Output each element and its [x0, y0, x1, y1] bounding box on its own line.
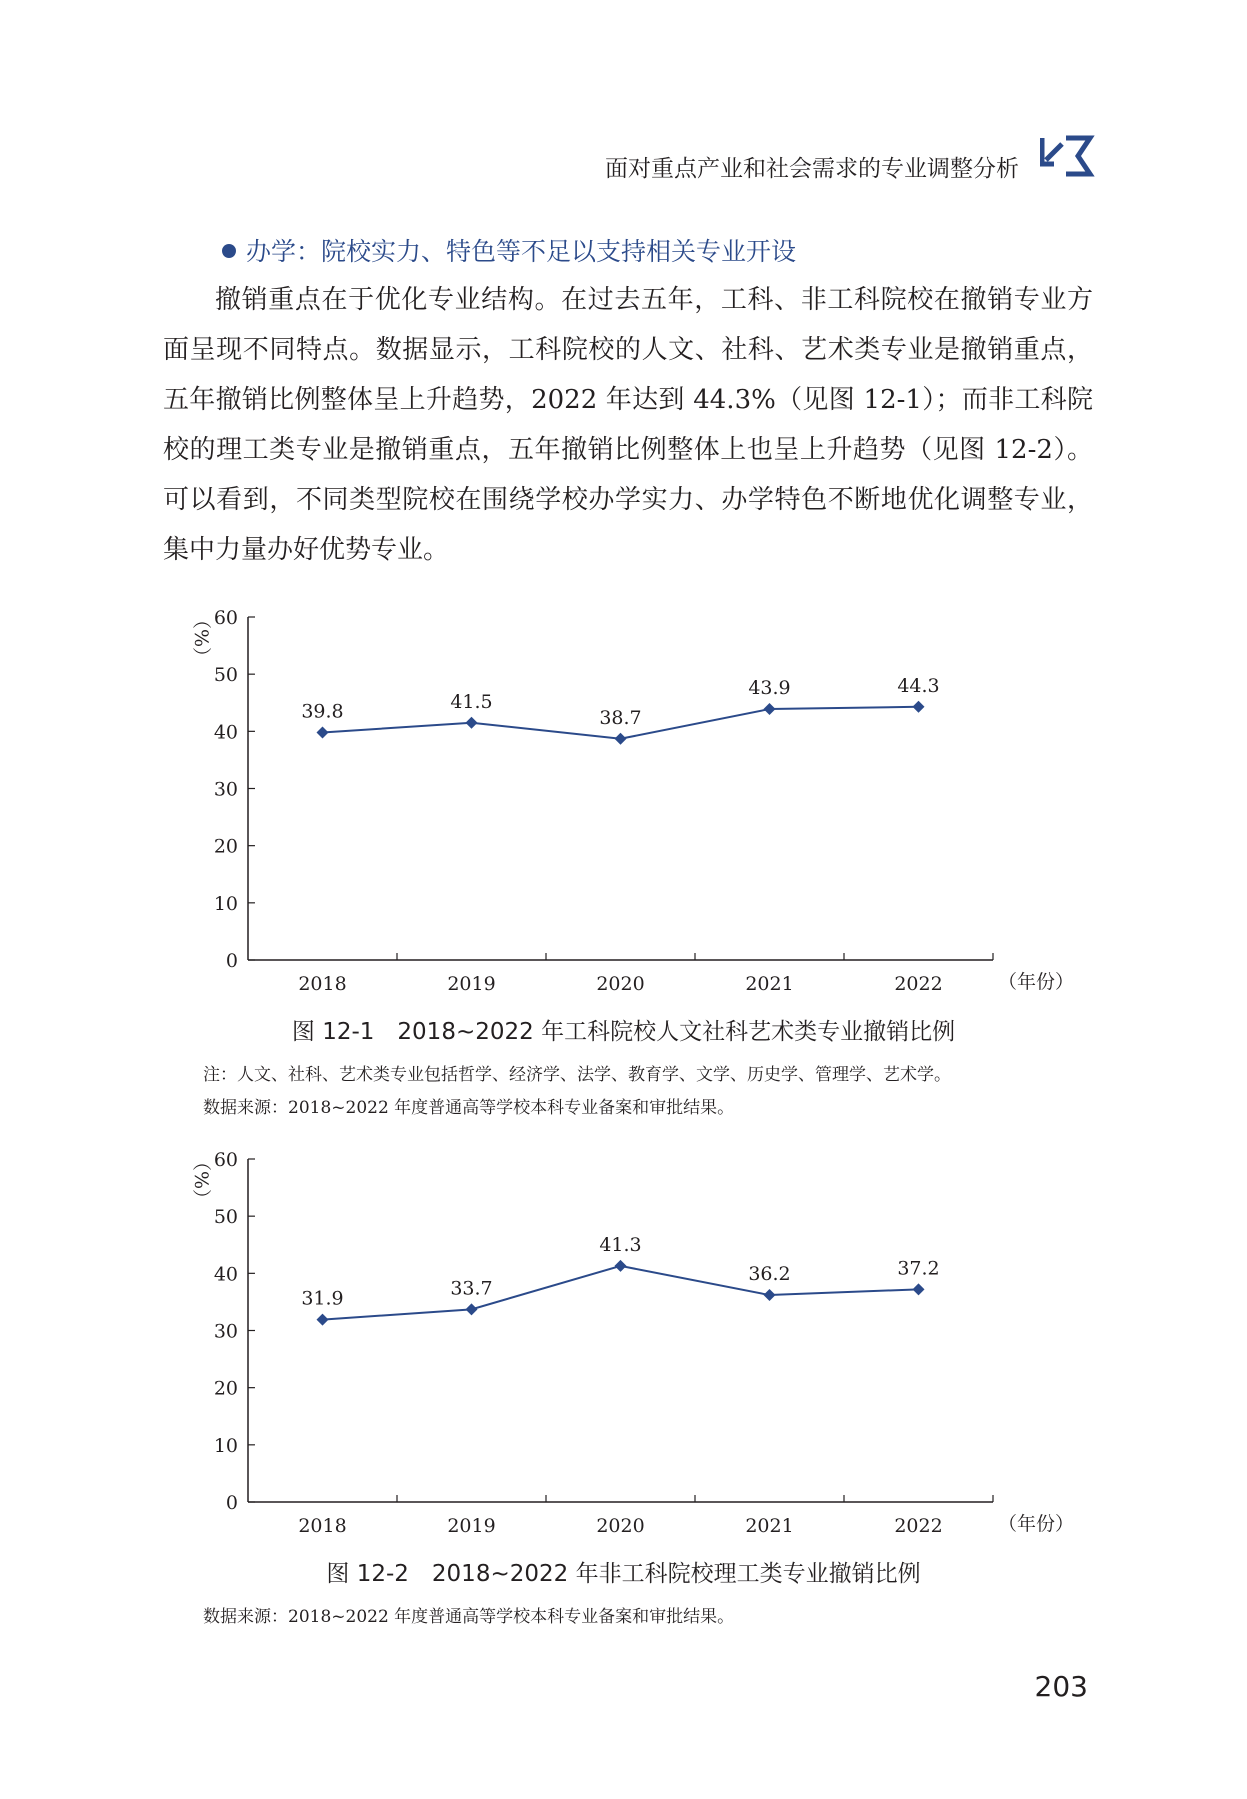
header-title: 面对重点产业和社会需求的专业调整分析	[605, 156, 1019, 182]
section-heading	[222, 232, 796, 268]
y-tick-label: 30	[213, 778, 238, 801]
body-paragraph: 撤销重点在于优化专业结构。在过去五年，工科、非工科院校在撤销专业方面呈现不同特点。数据显示，工科院校的人文、社科、艺术类专业是撤销重点，五年撤销比例整体呈上升趋势，2022 年达到 44.3%（见图 12-1）；而非工科院校的理工类专业是撤销重点，五年撤销比例整体上也呈上升趋势（见图 12-2）。可以看到，不同类型院校在围绕学校办学实力、办学特色不断地优化调整专业，集中力量办好优势专业。	[163, 285, 1093, 565]
data-point	[913, 1283, 925, 1295]
x-tick-label: 2022	[894, 973, 943, 995]
chart-12-2	[0, 1142, 1247, 1542]
data-point	[764, 703, 776, 715]
data-label: 41.3	[599, 1233, 642, 1256]
data-point	[317, 726, 329, 738]
figure-note: 注：人文、社科、艺术类专业包括哲学、经济学、法学、教育学、文学、历史学、管理学、艺术学。	[203, 1065, 951, 1085]
data-point	[913, 701, 925, 713]
data-label: 31.9	[301, 1287, 344, 1310]
data-label: 33.7	[450, 1277, 493, 1300]
x-tick-label: 2018	[298, 1515, 347, 1537]
x-tick-label: 2021	[745, 1515, 794, 1537]
y-tick-label: 20	[213, 1377, 238, 1400]
chapter-logo	[1040, 134, 1096, 178]
x-tick-label: 2021	[745, 973, 794, 995]
section-heading-text: 办学：院校实力、特色等不足以支持相关专业开设	[246, 237, 797, 266]
x-tick-label: 2020	[596, 973, 645, 995]
data-source-note: 数据来源：2018~2022 年度普通高等学校本科专业备案和审批结果。	[203, 1098, 735, 1118]
data-label: 36.2	[748, 1263, 791, 1286]
data-label: 41.5	[450, 690, 493, 713]
y-axis-label: （%）	[190, 609, 212, 667]
y-tick-label: 50	[213, 664, 238, 687]
figure-caption-12-2: 图 12-2 2018~2022 年非工科院校理工类专业撤销比例	[326, 1561, 921, 1587]
data-label: 44.3	[897, 674, 940, 697]
data-point	[764, 1289, 776, 1301]
data-point	[615, 1260, 627, 1272]
data-label: 43.9	[748, 677, 791, 700]
series-line	[323, 1266, 919, 1320]
y-tick-label: 20	[213, 835, 238, 858]
x-tick-label: 2020	[596, 1515, 645, 1537]
figure-caption-12-1: 图 12-1 2018~2022 年工科院校人文社科艺术类专业撤销比例	[291, 1019, 956, 1045]
data-point	[466, 717, 478, 729]
x-axis-label: （年份）	[998, 1513, 1075, 1535]
chart-12-1	[0, 600, 1247, 1000]
x-tick-label: 2022	[894, 1515, 943, 1537]
y-tick-label: 40	[213, 1263, 238, 1286]
data-point	[317, 1314, 329, 1326]
data-source-note: 数据来源：2018~2022 年度普通高等学校本科专业备案和审批结果。	[203, 1607, 735, 1627]
page-number: 203	[1034, 1670, 1088, 1703]
x-tick-label: 2018	[298, 973, 347, 995]
y-tick-label: 10	[213, 1434, 238, 1457]
y-tick-label: 30	[213, 1320, 238, 1343]
data-label: 37.2	[897, 1257, 940, 1280]
data-point	[466, 1303, 478, 1315]
y-tick-label: 10	[213, 892, 238, 915]
y-tick-label: 0	[225, 1492, 238, 1514]
data-label: 38.7	[599, 706, 642, 729]
x-axis-label: （年份）	[998, 971, 1075, 993]
data-label: 39.8	[301, 700, 344, 723]
y-axis-label: （%）	[190, 1151, 212, 1209]
y-tick-label: 0	[225, 950, 238, 972]
data-point	[615, 733, 627, 745]
bullet-icon	[222, 244, 236, 258]
y-tick-label: 60	[213, 607, 238, 629]
y-tick-label: 50	[213, 1206, 238, 1229]
y-tick-label: 60	[213, 1149, 238, 1171]
y-tick-label: 40	[213, 721, 238, 744]
x-tick-label: 2019	[447, 973, 496, 995]
x-tick-label: 2019	[447, 1515, 496, 1537]
